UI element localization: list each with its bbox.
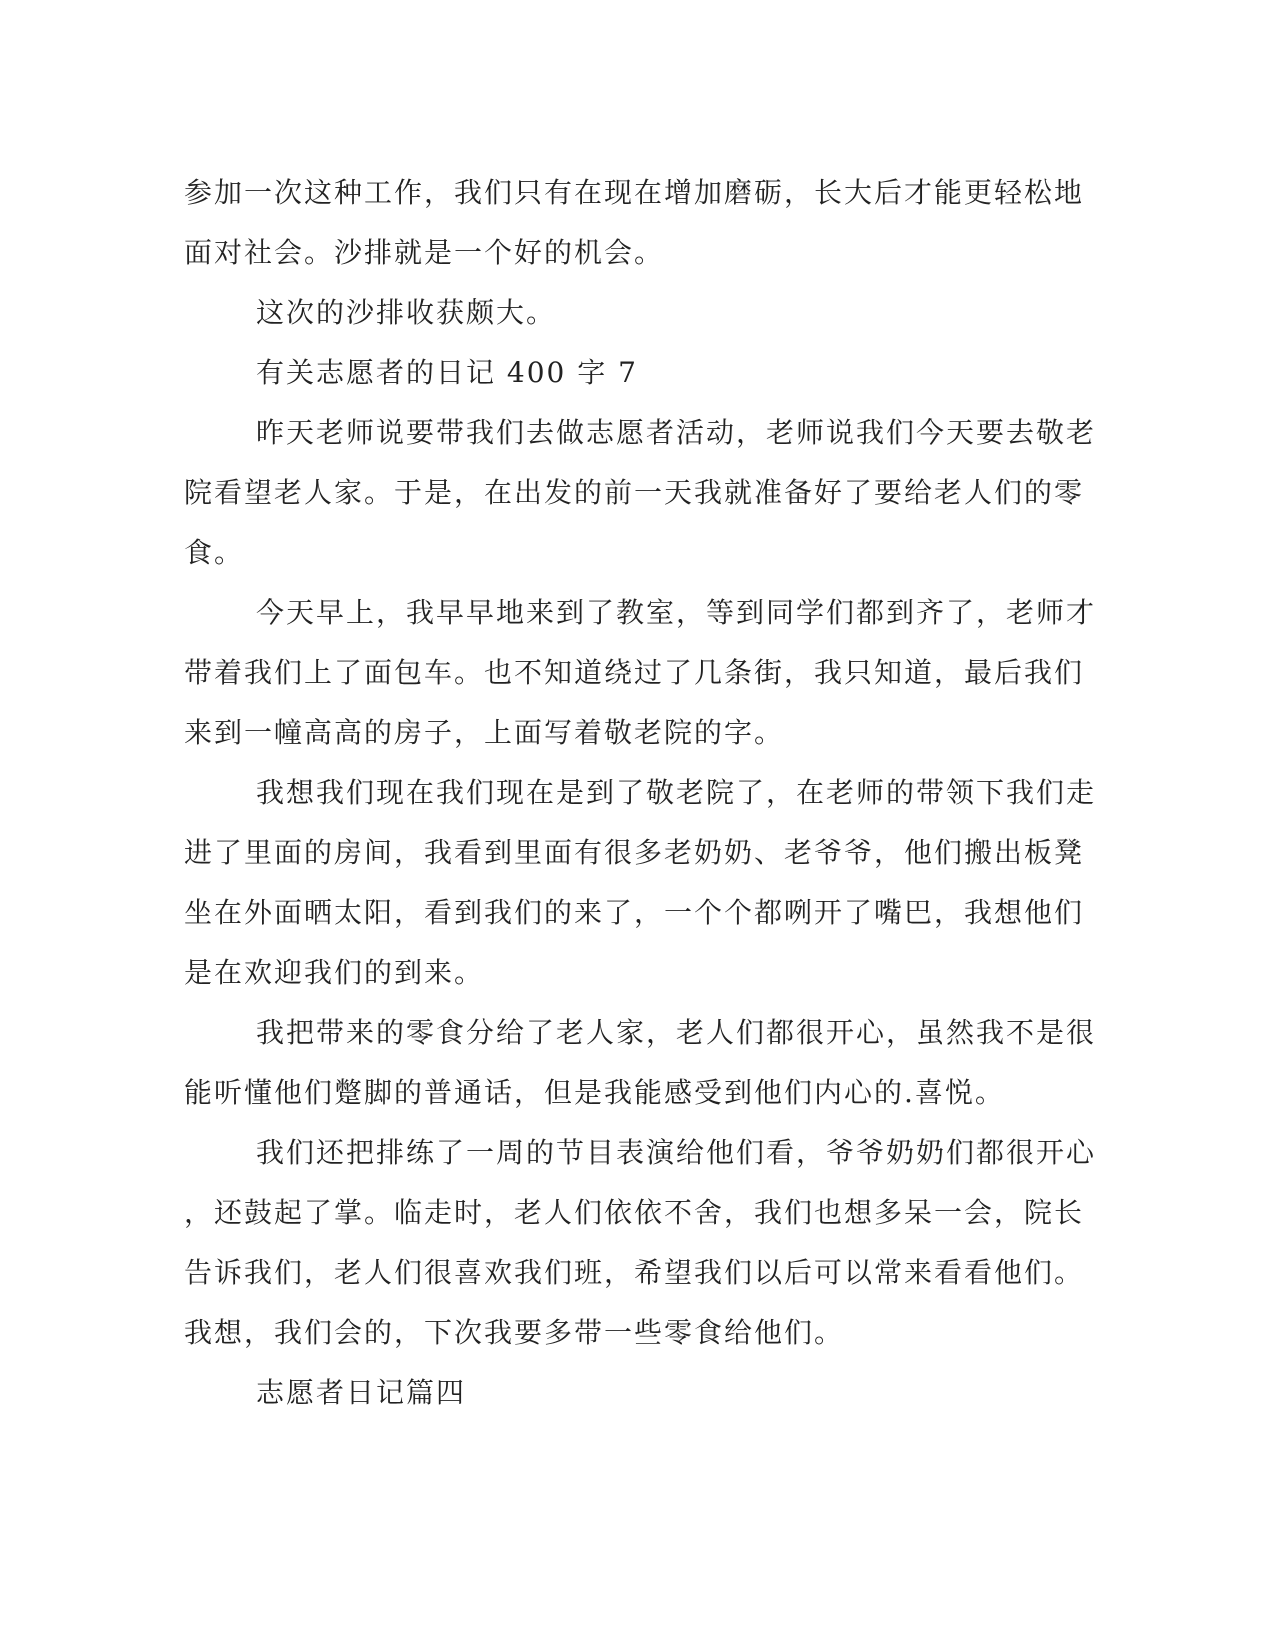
paragraph-line: 院看望老人家。于是，在出发的前一天我就准备好了要给老人们的零 (184, 476, 1085, 509)
paragraph-line: 我想，我们会的，下次我要多带一些零食给他们。 (184, 1316, 845, 1349)
paragraph-line: 能听懂他们蹩脚的普通话，但是我能感受到他们内心的.喜悦。 (184, 1076, 1005, 1109)
paragraph-line: 食。 (184, 536, 245, 569)
paragraph-line: 今天早上，我早早地来到了教室，等到同学们都到齐了，老师才 (256, 596, 1097, 629)
section-heading: 有关志愿者的日记 400 字 7 (256, 356, 638, 389)
paragraph-line: 是在欢迎我们的到来。 (184, 956, 485, 989)
section-heading: 志愿者日记篇四 (256, 1376, 467, 1409)
paragraph-line: 参加一次这种工作，我们只有在现在增加磨砺，长大后才能更轻松地 (184, 176, 1085, 209)
paragraph-line: 坐在外面晒太阳，看到我们的来了，一个个都咧开了嘴巴，我想他们 (184, 896, 1085, 929)
paragraph-line: ，还鼓起了掌。临走时，老人们依依不舍，我们也想多呆一会，院长 (184, 1196, 1085, 1229)
paragraph-line: 我把带来的零食分给了老人家，老人们都很开心，虽然我不是很 (256, 1016, 1097, 1049)
paragraph-line: 我们还把排练了一周的节目表演给他们看，爷爷奶奶们都很开心 (256, 1136, 1097, 1169)
paragraph-line: 告诉我们，老人们很喜欢我们班，希望我们以后可以常来看看他们。 (184, 1256, 1085, 1289)
paragraph-line: 昨天老师说要带我们去做志愿者活动，老师说我们今天要去敬老 (256, 416, 1097, 449)
paragraph-line: 这次的沙排收获颇大。 (256, 296, 557, 329)
paragraph-line: 进了里面的房间，我看到里面有很多老奶奶、老爷爷，他们搬出板凳 (184, 836, 1085, 869)
paragraph-line: 我想我们现在我们现在是到了敬老院了，在老师的带领下我们走 (256, 776, 1097, 809)
document-body (184, 163, 1097, 1423)
paragraph-line: 来到一幢高高的房子，上面写着敬老院的字。 (184, 716, 785, 749)
paragraph-line: 带着我们上了面包车。也不知道绕过了几条街，我只知道，最后我们 (184, 656, 1085, 689)
paragraph-line: 面对社会。沙排就是一个好的机会。 (184, 236, 665, 269)
